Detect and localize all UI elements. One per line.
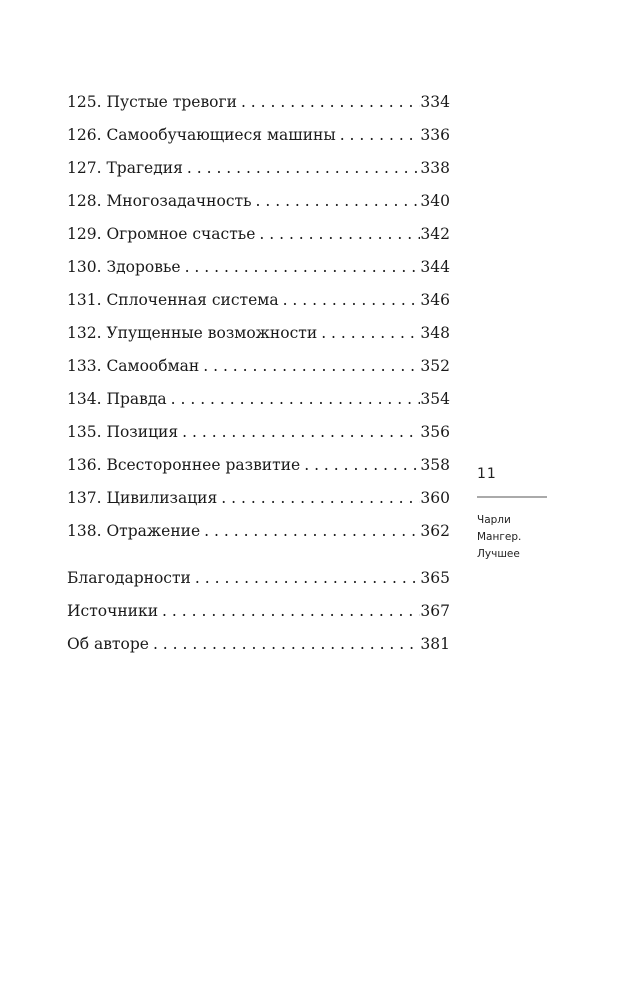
- toc-entry-title: 132. Упущенные возможности: [67, 324, 318, 342]
- toc-entry[interactable]: [67, 633, 450, 666]
- dot-leader: [283, 289, 421, 311]
- divider: [477, 496, 547, 498]
- toc-entry-title: 136. Всестороннее развитие: [67, 456, 301, 474]
- toc-entry-page: 346: [420, 291, 450, 309]
- dot-leader: [259, 223, 420, 245]
- running-title-line: Лучшее: [477, 548, 520, 560]
- toc-entry-title: 133. Самообман: [67, 357, 200, 375]
- toc-entry-page: 360: [420, 489, 450, 507]
- toc-entry-title: 125. Пустые тревоги: [67, 93, 237, 111]
- toc-entry-page: 344: [420, 258, 450, 276]
- toc-entry-title: 131. Сплоченная система: [67, 291, 279, 309]
- toc-entry-title: 127. Трагедия: [67, 159, 183, 177]
- toc-entry-page: 381: [420, 635, 450, 653]
- toc-entry[interactable]: [67, 124, 450, 157]
- toc-entry[interactable]: [67, 421, 450, 454]
- dot-leader: [153, 633, 420, 655]
- section-gap: [67, 553, 450, 567]
- toc-entry-page: 354: [420, 390, 450, 408]
- dot-leader: [321, 322, 420, 344]
- dot-leader: [340, 124, 421, 146]
- dot-leader: [195, 567, 421, 589]
- toc-entry-page: 334: [420, 93, 450, 111]
- toc-entry-title: 135. Позиция: [67, 423, 179, 441]
- toc-entry-title: Об авторе: [67, 635, 149, 653]
- toc-entry[interactable]: [67, 256, 450, 289]
- toc-entry[interactable]: [67, 388, 450, 421]
- toc-entry-title: 134. Правда: [67, 390, 167, 408]
- dot-leader: [185, 256, 421, 278]
- toc-entry[interactable]: [67, 520, 450, 553]
- toc-entry-title: 126. Самообучающиеся машины: [67, 126, 336, 144]
- dot-leader: [187, 157, 421, 179]
- toc-entry-title: Благодарности: [67, 569, 191, 587]
- toc-entry-page: 336: [420, 126, 450, 144]
- page-margin-info: [477, 466, 522, 560]
- dot-leader: [241, 91, 420, 113]
- toc-entry-title: 138. Отражение: [67, 522, 201, 540]
- dot-leader: [256, 190, 421, 212]
- toc-entry-title: 137. Цивилизация: [67, 489, 218, 507]
- toc-entry-page: 356: [420, 423, 450, 441]
- dot-leader: [203, 355, 420, 377]
- toc-entry-page: 348: [420, 324, 450, 342]
- dot-leader: [221, 487, 420, 509]
- toc-entry[interactable]: [67, 223, 450, 256]
- toc-entry-page: 358: [420, 456, 450, 474]
- toc-entry-page: 365: [420, 569, 450, 587]
- toc-entry-page: 342: [420, 225, 450, 243]
- toc-entry-page: 362: [420, 522, 450, 540]
- toc-entry-page: 340: [420, 192, 450, 210]
- toc-entry-page: 367: [420, 602, 450, 620]
- dot-leader: [162, 600, 420, 622]
- toc-entry[interactable]: [67, 190, 450, 223]
- toc-entry[interactable]: [67, 487, 450, 520]
- dot-leader: [182, 421, 420, 443]
- toc-entry-title: 128. Многозадачность: [67, 192, 252, 210]
- running-title-line: Чарли: [477, 514, 511, 526]
- toc-entry[interactable]: [67, 157, 450, 190]
- running-title-line: Мангер.: [477, 531, 522, 543]
- toc-entry[interactable]: [67, 91, 450, 124]
- table-of-contents: [67, 91, 450, 666]
- toc-entry[interactable]: [67, 454, 450, 487]
- toc-entry[interactable]: [67, 600, 450, 633]
- toc-entry-title: 130. Здоровье: [67, 258, 181, 276]
- dot-leader: [204, 520, 420, 542]
- toc-entry-title: Источники: [67, 602, 159, 620]
- toc-entry-page: 352: [420, 357, 450, 375]
- toc-entry-page: 338: [420, 159, 450, 177]
- dot-leader: [171, 388, 421, 410]
- running-title: [477, 512, 567, 563]
- page-number: 11: [477, 466, 497, 482]
- toc-entry[interactable]: [67, 322, 450, 355]
- toc-entry[interactable]: [67, 355, 450, 388]
- toc-entry[interactable]: [67, 567, 450, 600]
- dot-leader: [304, 454, 420, 476]
- toc-entry-title: 129. Огромное счастье: [67, 225, 256, 243]
- toc-entry[interactable]: [67, 289, 450, 322]
